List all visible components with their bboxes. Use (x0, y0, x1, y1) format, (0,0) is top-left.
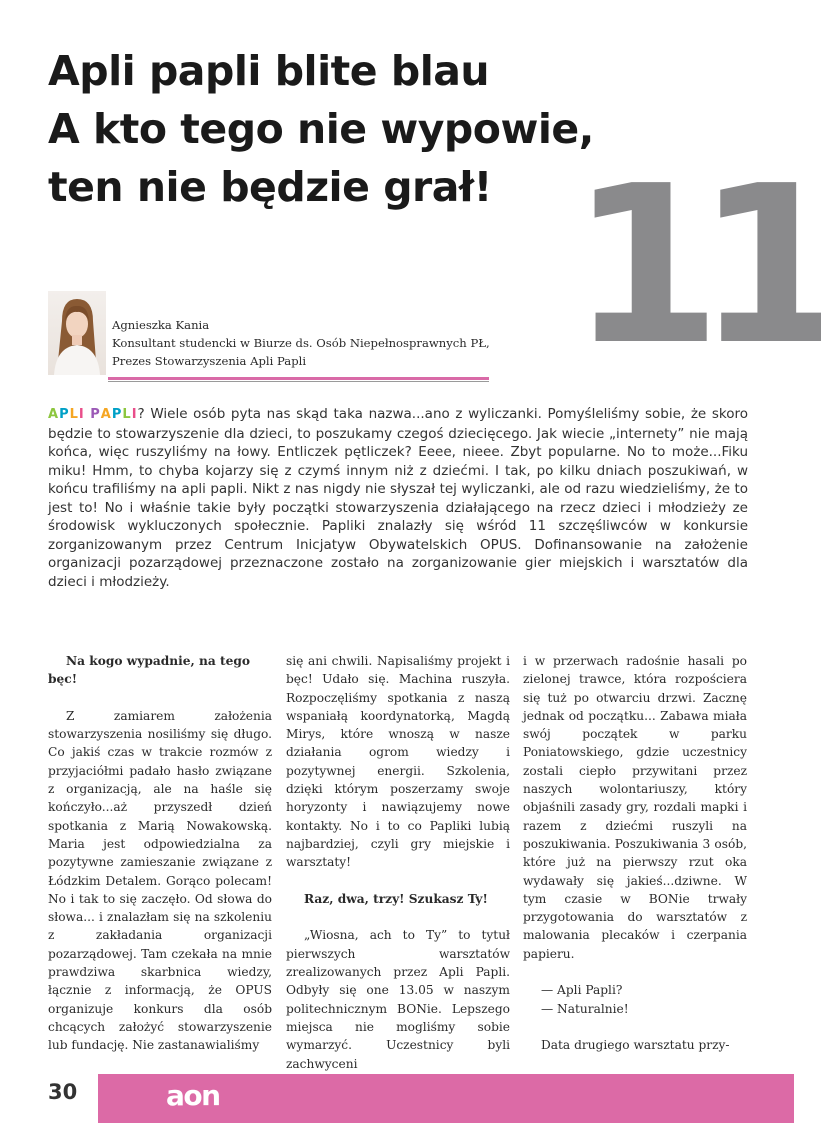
title-line-3: ten nie będzie grał! (48, 163, 492, 211)
title-line-2: A kto tego nie wypowie, (48, 105, 594, 153)
paragraph: i w przerwach radośnie hasali po zielonej trawce, która rozpościera się tuż po otwarciu drzwi. Zacznę jednak od początku... Zabawa miała swój początek w parku Poniatowskiego, gdzie uczestnicy zostali ciepło przywitani przez naszych wolontariuszy, który objaśnili zasady gry, rozdali mapki i razem z dziećmi ruszyli na poszukiwania. Poszukiwania 3 osób, które już na pierwszy rzut oka wydawały się jakieś...dziwne. W tym czasie w BONie trwały przygotowania do warsztatów z malowania plecaków i czerpania papieru. (523, 654, 747, 961)
aon-logo: aon (166, 1079, 220, 1112)
logo-letter: I (131, 407, 138, 422)
logo-letter: A (48, 407, 60, 422)
paragraph: się ani chwili. Napisaliśmy projekt i bęc! Udało się. Machina ruszyła. Rozpoczęliśmy spotkania z naszą wspaniałą koordynatorką, Magdą Mirys, które wnoszą w nasze działania ogrom wiedzy i pozytywnej energii. Szkolenia, dzięki którym poszerzamy swoje horyzonty i nawiązujemy nowe kontakty. No i to co Papliki lubią najbardziej, czyli gry miejskie i warsztaty! (286, 654, 510, 870)
author-info (112, 316, 490, 370)
column-1 (48, 652, 272, 1055)
logo-letter: L (69, 407, 79, 422)
apli-papli-logo (48, 407, 138, 422)
logo-letter: L (122, 407, 132, 422)
author-rule-pink (108, 377, 489, 380)
logo-letter: A (100, 407, 112, 422)
logo-letter: I (78, 407, 85, 422)
paragraph: Z zamiarem założenia stowarzyszenia nosiliśmy się długo. Co jakiś czas w trakcie rozmów z przyjaciółmi padało hasło związane z organizacją, ale na haśle się kończyło...aż przyszedł dzień spotkania z Marią Nowakowską. Maria jest odpowiedzialna za pozytywne zamieszanie związane z Łódzkim Detalem. Gorąco polecam! No i tak to się zaczęło. Od słowa do słowa... i znalazłam się na szkoleniu z zakładania organizacji pozarządowej. Tam czekała na mnie prawdziwa skarbnica wiedzy, łącznie z informacją, że OPUS organizuje konkurs dla osób chcących założyć stowarzyszenie lub fundację. Nie zastanawialiśmy (48, 708, 272, 1053)
page-number: 30 (48, 1080, 78, 1104)
paragraph: Data drugiego warsztatu przy- (541, 1038, 730, 1053)
section-heading-2: Raz, dwa, trzy! Szukasz Ty! (304, 891, 488, 906)
article-number: 11 (570, 140, 821, 393)
lead-text: ? Wiele osób pyta nas skąd taka nazwa...ano z wyliczanki. Pomyśleliśmy sobie, że skoro będzie to stowarzyszenie dla dzieci, to poszukamy czegoś dziecięcego. Jak wiecie „internety” nie mają końca, więc ruszyliśmy na łowy. Entliczek pętliczek? Eeee, nieee. Zbyt popularne. No to może...Fiku miku! Hmm, to chyba kojarzy się z czymś innym niż z dziećmi. I tak, po kilku dniach poszukiwań, w końcu trafiliśmy na apli papli. Nikt z nas nigdy nie słyszał tej wyliczanki, ale od razu wiedzieliśmy, że to jest to! No i właśnie takie były początki stowarzyszenia działającego na rzecz dzieci i młodzieży ze środowisk wykluczonych społecznie. Papliki znalazły się wśród 11 szczęśliwców w konkursie zorganizowanym przez Centrum Inicjatyw Obywatelskich OPUS. Dofinansowanie na założenie organizacji pozarządowej przeznaczone zostało na zorganizowanie gier miejskich i warsztatów dla dzieci i młodzieży. (48, 406, 748, 590)
paragraph: „Wiosna, ach to Ty” to tytuł pierwszych warsztatów zrealizowanych przez Apli Papli. Odbyły się one 13.05 w naszym politechnicznym BONie. Lepszego miejsca nie mogliśmy sobie wymarzyć. Uczestnicy byli zachwyceni (286, 928, 510, 1071)
section-heading-1: Na kogo wypadnie, na tego bęc! (48, 654, 251, 687)
author-role: Konsultant studencki w Biurze ds. Osób Niepełnosprawnych PŁ, (112, 336, 490, 350)
dialogue-line-2: — Naturalnie! (541, 1001, 629, 1016)
lead-paragraph (48, 405, 748, 591)
column-2 (286, 652, 510, 1073)
logo-letter: P (111, 407, 123, 422)
author-org: Prezes Stowarzyszenia Apli Papli (112, 354, 307, 368)
author-name: Agnieszka Kania (112, 318, 210, 332)
logo-letter: P (59, 407, 70, 422)
author-photo (48, 291, 106, 375)
dialogue-line-1: — Apli Papli? (541, 983, 623, 998)
title-line-1: Apli papli blite blau (48, 47, 490, 95)
logo-letter: P (90, 407, 101, 422)
column-3 (523, 652, 747, 1055)
author-rule-gray (108, 381, 489, 382)
